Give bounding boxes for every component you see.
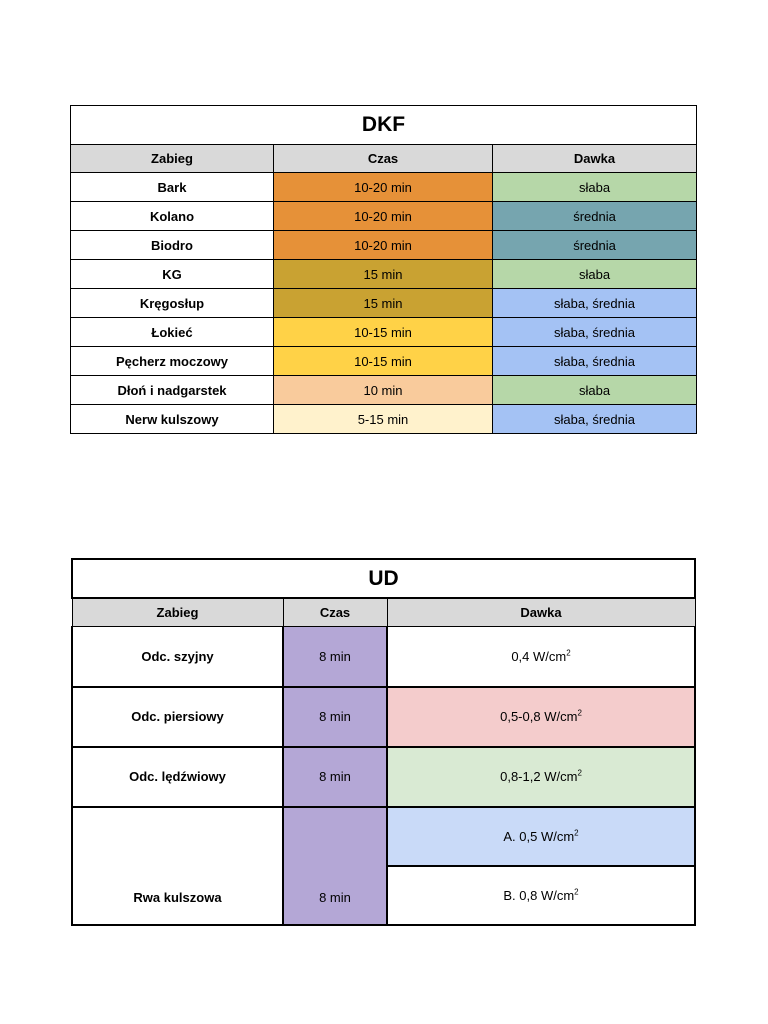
dkf-dawka: słaba bbox=[493, 260, 697, 289]
dkf-header-zabieg: Zabieg bbox=[71, 145, 274, 173]
ud-title: UD bbox=[72, 559, 695, 598]
ud-zabieg: Odc. piersiowy bbox=[72, 687, 283, 747]
ud-header-czas: Czas bbox=[283, 598, 387, 627]
dkf-dawka: słaba, średnia bbox=[493, 318, 697, 347]
ud-czas: 8 min bbox=[283, 687, 387, 747]
dkf-czas: 10-20 min bbox=[274, 231, 493, 260]
dkf-dawka: słaba, średnia bbox=[493, 347, 697, 376]
dkf-czas: 10-20 min bbox=[274, 173, 493, 202]
dkf-dawka: słaba bbox=[493, 376, 697, 405]
dkf-zabieg: Dłoń i nadgarstek bbox=[71, 376, 274, 405]
ud-header-zabieg: Zabieg bbox=[72, 598, 283, 627]
dkf-czas: 15 min bbox=[274, 260, 493, 289]
table-row bbox=[72, 807, 695, 866]
table-row bbox=[71, 289, 697, 318]
ud-czas: 8 min bbox=[283, 627, 387, 687]
ud-czas: 8 min bbox=[283, 747, 387, 807]
table-row bbox=[72, 747, 695, 807]
table-row bbox=[71, 347, 697, 376]
table-row bbox=[71, 202, 697, 231]
dkf-zabieg: Bark bbox=[71, 173, 274, 202]
dkf-zabieg: Kręgosłup bbox=[71, 289, 274, 318]
table-row bbox=[71, 173, 697, 202]
dkf-dawka: średnia bbox=[493, 202, 697, 231]
dkf-czas: 5-15 min bbox=[274, 405, 493, 434]
dkf-title: DKF bbox=[71, 106, 697, 145]
dkf-zabieg: Pęcherz moczowy bbox=[71, 347, 274, 376]
dkf-table bbox=[70, 105, 697, 434]
table-row bbox=[71, 260, 697, 289]
dkf-dawka: słaba bbox=[493, 173, 697, 202]
table-row bbox=[71, 231, 697, 260]
ud-zabieg: Odc. szyjny bbox=[72, 627, 283, 687]
table-row bbox=[72, 627, 695, 687]
ud-czas: 8 min bbox=[283, 807, 387, 925]
table-row bbox=[72, 687, 695, 747]
ud-header-dawka: Dawka bbox=[387, 598, 695, 627]
dkf-zabieg: Nerw kulszowy bbox=[71, 405, 274, 434]
table-row bbox=[71, 376, 697, 405]
ud-zabieg: Odc. lędźwiowy bbox=[72, 747, 283, 807]
dkf-zabieg: Łokieć bbox=[71, 318, 274, 347]
table-row bbox=[71, 318, 697, 347]
dkf-dawka: średnia bbox=[493, 231, 697, 260]
ud-dawka-option-a: A. 0,5 $W/cm^2$ bbox=[387, 807, 695, 866]
ud-dawka: 0,8-1,2 $W/cm^2$ bbox=[387, 747, 695, 807]
ud-dawka: 0,5-0,8 $W/cm^2$ bbox=[387, 687, 695, 747]
dkf-czas: 15 min bbox=[274, 289, 493, 318]
dkf-zabieg: KG bbox=[71, 260, 274, 289]
table-row bbox=[71, 405, 697, 434]
dkf-header-dawka: Dawka bbox=[493, 145, 697, 173]
dkf-czas: 10-20 min bbox=[274, 202, 493, 231]
dkf-dawka: słaba, średnia bbox=[493, 289, 697, 318]
dkf-czas: 10-15 min bbox=[274, 318, 493, 347]
dkf-dawka: słaba, średnia bbox=[493, 405, 697, 434]
dkf-czas: 10 min bbox=[274, 376, 493, 405]
dkf-header-czas: Czas bbox=[274, 145, 493, 173]
dkf-zabieg: Biodro bbox=[71, 231, 274, 260]
ud-table bbox=[71, 558, 696, 926]
ud-zabieg: Rwa kulszowa bbox=[72, 807, 283, 925]
ud-dawka-option-b: B. 0,8 $W/cm^2$ bbox=[387, 866, 695, 925]
dkf-zabieg: Kolano bbox=[71, 202, 274, 231]
dkf-czas: 10-15 min bbox=[274, 347, 493, 376]
ud-dawka: 0,4 $W/cm^2$ bbox=[387, 627, 695, 687]
